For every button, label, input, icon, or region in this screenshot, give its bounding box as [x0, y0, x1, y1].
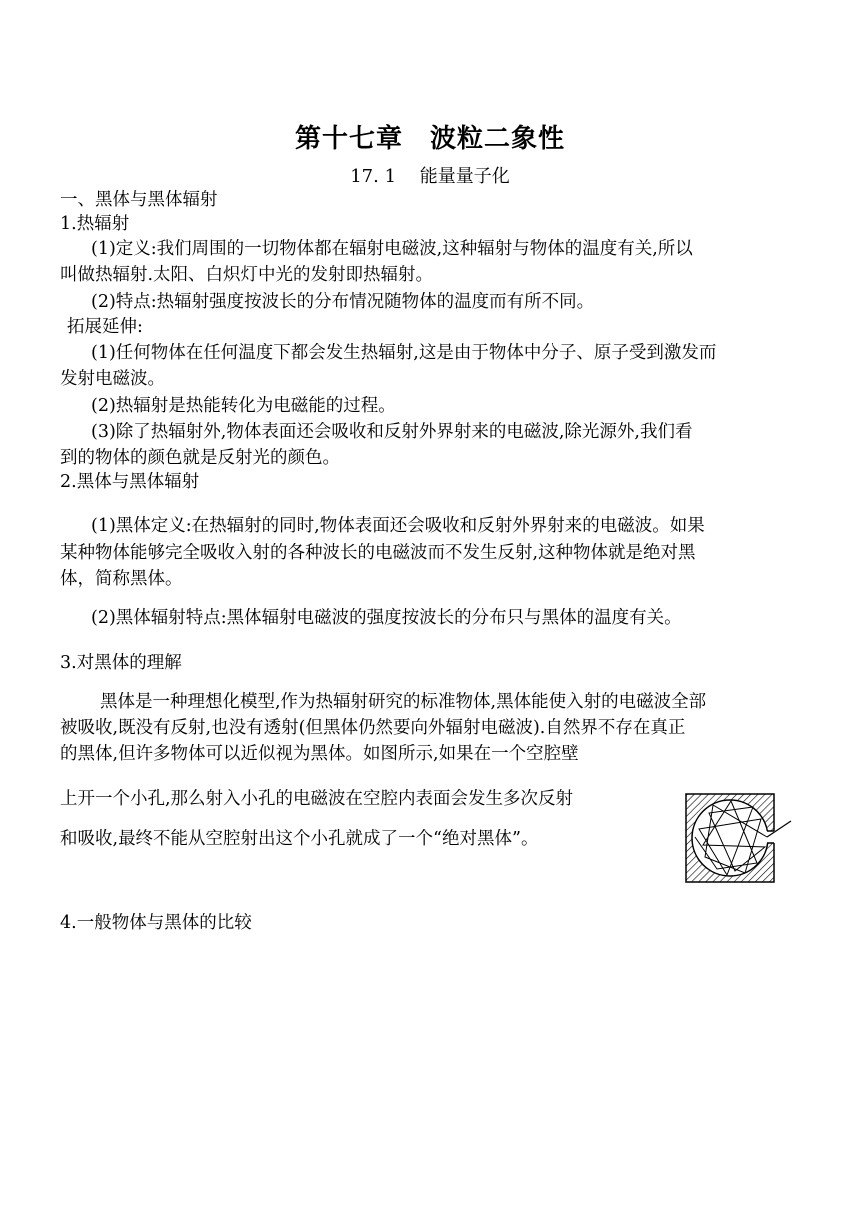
blackbody-feature: (2)黑体辐射特点:黑体辐射电磁波的强度按波长的分布只与黑体的温度有关。 [91, 608, 682, 628]
extension-1-line-2: 发射电磁波。 [60, 369, 165, 389]
understanding-line-4: 上开一个小孔,那么射入小孔的电磁波在空腔内表面会发生多次反射 [60, 789, 574, 809]
understanding-line-2: 被吸收,既没有反射,也没有透射(但黑体仍然要向外辐射电磁波).自然界不存在真正 [60, 718, 686, 738]
section-title: 17. 1 能量量子化 [350, 166, 510, 187]
extension-3-line-1: (3)除了热辐射外,物体表面还会吸收和反射外界射来的电磁波,除光源外,我们看 [91, 422, 693, 442]
cavity-blackbody-diagram [683, 791, 793, 891]
understanding-line-5: 和吸收,最终不能从空腔射出这个小孔就成了一个“绝对黑体”。 [60, 829, 539, 849]
understanding-line-3: 的黑体,但许多物体可以近似视为黑体。如图所示,如果在一个空腔壁 [60, 744, 579, 764]
definition-line-2: 叫做热辐射.太阳、白炽灯中光的发射即热辐射。 [60, 265, 434, 285]
heading-blackbody: 一、黑体与黑体辐射 [60, 190, 218, 210]
understanding-line-1: 黑体是一种理想化模型,作为热辐射研究的标准物体,黑体能使入射的电磁波全部 [100, 692, 707, 712]
extension-2: (2)热辐射是热能转化为电磁能的过程。 [91, 396, 396, 416]
heading-understanding: 3.对黑体的理解 [60, 653, 182, 673]
blackbody-definition-line-3: 体，简称黑体。 [60, 569, 183, 589]
extension-1-line-1: (1)任何物体在任何温度下都会发生热辐射,这是由于物体中分子、原子受到激发而 [91, 343, 717, 363]
feature-paragraph: (2)特点:热辐射强度按波长的分布情况随物体的温度而有所不同。 [91, 292, 595, 312]
heading-thermal-radiation: 1.热辐射 [60, 214, 130, 234]
blackbody-definition-line-2: 某种物体能够完全吸收入射的各种波长的电磁波而不发生反射,这种物体就是绝对黑 [60, 543, 696, 563]
cavity-diagram-svg [683, 791, 793, 891]
extension-title: 拓展延伸: [67, 317, 143, 337]
extension-3-line-2: 到的物体的颜色就是反射光的颜色。 [60, 448, 340, 468]
cavity-interior [692, 800, 768, 876]
chapter-title: 第十七章 波粒二象性 [294, 124, 565, 154]
heading-blackbody-radiation: 2.黑体与黑体辐射 [60, 472, 200, 492]
heading-comparison: 4.一般物体与黑体的比较 [60, 913, 252, 933]
definition-line-1: (1)定义:我们周围的一切物体都在辐射电磁波,这种辐射与物体的温度有关,所以 [91, 239, 693, 259]
blackbody-definition-line-1: (1)黑体定义:在热辐射的同时,物体表面还会吸收和反射外界射来的电磁波。如果 [91, 516, 705, 536]
